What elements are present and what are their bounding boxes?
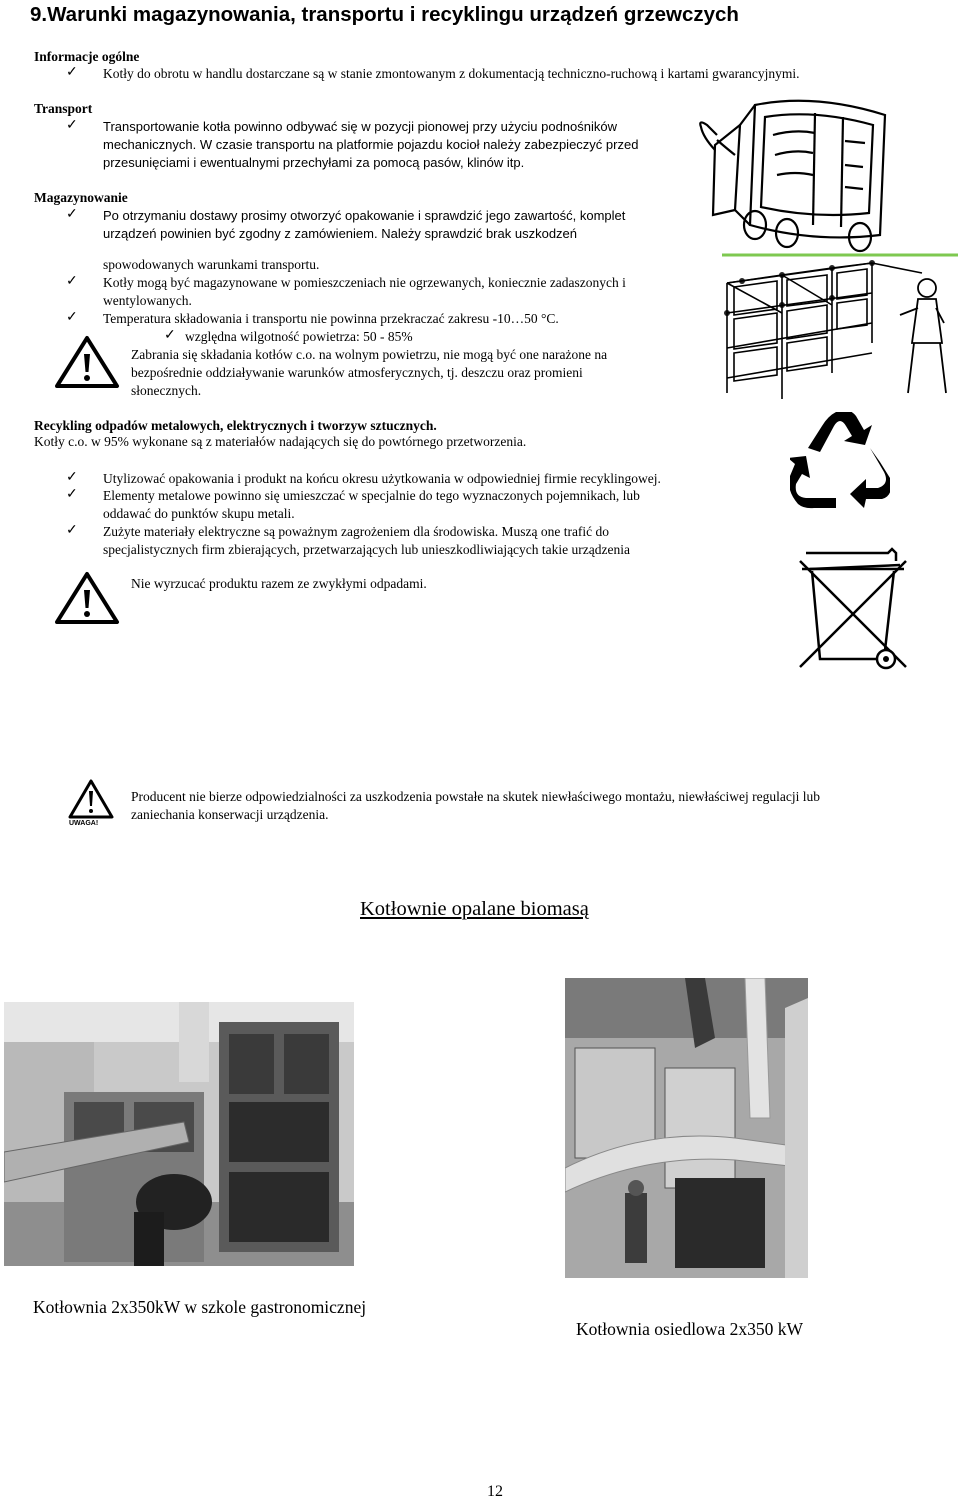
storage-line: Temperatura składowania i transportu nie powinna przekraczać zakresu -10…50 °C. [103, 311, 559, 326]
storage-line: spowodowanych warunkami transportu. [103, 257, 320, 272]
truck-illustration [695, 95, 895, 255]
recycling-line: specjalistycznych firm zbierających, przetwarzających lub unieszkodliwiających takie urządzenia [103, 542, 630, 557]
check-icon: ✓ [66, 523, 78, 538]
check-icon: ✓ [66, 207, 78, 222]
storage-line: urządzeń powinien być zgodny z zamówieniem. Należy sprawdzić brak uszkodzeń [103, 226, 578, 241]
storage-title: Magazynowanie [34, 190, 128, 205]
check-icon: ✓ [164, 328, 176, 343]
storage-line: wentylowanych. [103, 293, 192, 308]
storage-line: Kotły mogą być magazynowane w pomieszczeniach nie ogrzewanych, koniecznie zadaszonych i [103, 275, 626, 290]
recycling-line: Elementy metalowe powinno się umieszczać w specjalnie do tego wyznaczonych pojemnikach, lub [103, 488, 640, 503]
check-icon: ✓ [66, 65, 78, 80]
crossed-bin-icon [796, 547, 910, 677]
recycling-warning: Nie wyrzucać produktu razem ze zwykłymi odpadami. [131, 576, 427, 591]
uwaga-label: UWAGA! [69, 820, 99, 827]
transport-line: przesunięciami i ewentualnymi przechyłami za pomocą pasów, klinów itp. [103, 155, 525, 170]
general-item: Kotły do obrotu w handlu dostarczane są w stanie zmontowanym z dokumentacją techniczno-ruchową i kartami gwarancyjnymi. [103, 66, 800, 81]
photo-caption-right: Kotłownia osiedlowa 2x350 kW [576, 1319, 803, 1339]
check-icon: ✓ [66, 118, 78, 133]
boiler-room-photo-right [565, 978, 808, 1278]
boiler-room-photo-left [4, 1002, 354, 1266]
warning-icon [53, 334, 121, 390]
recycle-icon [790, 412, 890, 510]
page-number: 12 [487, 1483, 503, 1500]
storage-line: Po otrzymaniu dostawy prosimy otworzyć opakowanie i sprawdzić jego zawartość, komplet [103, 208, 626, 223]
transport-line: Transportowanie kotła powinno odbywać się w pozycji pionowej przy użyciu podnośników [103, 119, 618, 134]
photo-caption-left: Kotłownia 2x350kW w szkole gastronomicznej [33, 1297, 367, 1317]
check-icon: ✓ [66, 487, 78, 502]
recycling-line: Zużyte materiały elektryczne są poważnym zagrożeniem dla środowiska. Muszą one trafić do [103, 524, 610, 539]
storage-warning-line: słonecznych. [131, 383, 202, 398]
check-icon: ✓ [66, 310, 78, 325]
liability-line: Producent nie bierze odpowiedzialności za uszkodzenia powstałe na skutek niewłaściwego montażu, niewłaściwej regulacji lub [131, 789, 821, 804]
recycling-line: oddawać do punktów skupu metali. [103, 506, 295, 521]
recycling-title: Recykling odpadów metalowych, elektrycznych i tworzyw sztucznych. [34, 418, 437, 433]
warning-icon [53, 570, 121, 626]
storage-warning-line: Zabrania się składania kotłów c.o. na wolnym powietrzu, nie mogą być one narażone na [131, 347, 608, 362]
general-title: Informacje ogólne [34, 49, 140, 64]
transport-title: Transport [34, 101, 93, 116]
page-heading: 9.Warunki magazynowania, transportu i recyklingu urządzeń grzewczych [30, 3, 739, 26]
liability-line: zaniechania konserwacji urządzenia. [131, 807, 329, 822]
check-icon: ✓ [66, 274, 78, 289]
storage-warning-line: bezpośrednie oddziaływanie warunków atmosferycznych, tj. deszczu oraz promieni [131, 365, 583, 380]
recycling-intro: Kotły c.o. w 95% wykonane są z materiałów nadających się do powtórnego przetworzenia. [34, 434, 527, 449]
check-icon: ✓ [66, 470, 78, 485]
warehouse-illustration [722, 253, 958, 399]
storage-line: względna wilgotność powietrza: 50 - 85% [185, 329, 413, 344]
recycling-line: Utylizować opakowania i produkt na końcu okresu użytkowania w odpowiedniej firmie recyklingowej. [103, 471, 661, 486]
transport-line: mechanicznych. W czasie transportu na platformie pojazdu kocioł należy zabezpieczyć przed [103, 137, 639, 152]
section-title: Kotłownie opalane biomasą [360, 898, 589, 920]
